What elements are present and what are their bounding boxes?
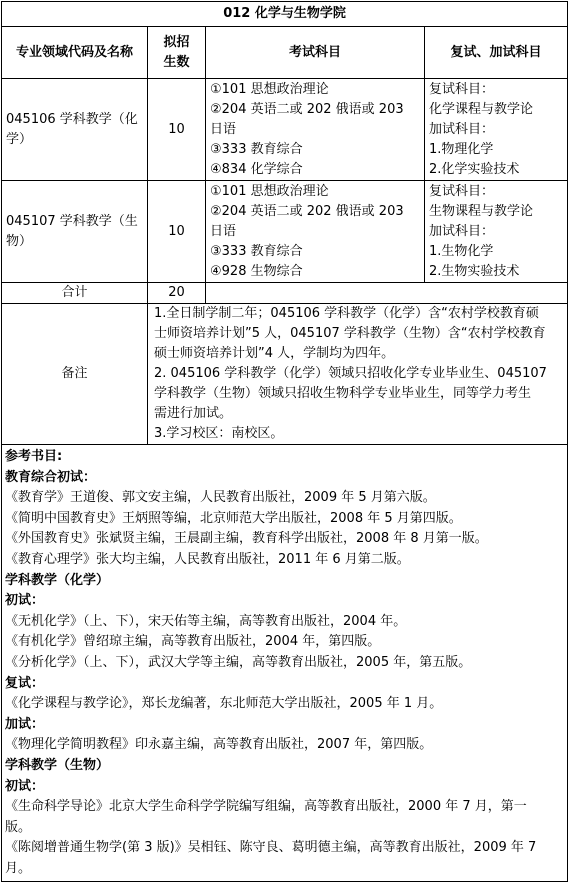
reference-heading: 加试： — [5, 716, 45, 732]
row-exam-subjects — [206, 79, 425, 181]
remark-line: 士师资培养计划”5 人，045107 学科教学（生物）含“农村学校教育 — [154, 326, 546, 341]
row-exam-subjects — [206, 181, 425, 283]
retest-line: 2.化学实验技术 — [429, 161, 520, 177]
exam-line: 日语 — [210, 223, 237, 239]
reference-heading: 学科教学（生物） — [5, 757, 110, 773]
references-list — [5, 447, 563, 879]
exam-line: ③333 教育综合 — [210, 243, 303, 259]
remark-line: 学科教学（生物）领域只招收生物科学专业毕业生，同等学力考生 — [154, 386, 532, 401]
retest-line: 生物课程与教学论 — [429, 203, 534, 219]
exam-line: 日语 — [210, 121, 237, 137]
reference-item: 《外国教育史》张斌贤主编，王晨副主编，教育科学出版社，2008 年 8 月第一版。 — [5, 531, 488, 547]
reference-heading: 初试： — [5, 593, 45, 609]
remarks-row — [2, 304, 568, 445]
reference-item: 《生命科学导论》北京大学生命科学学院编写组编，高等教育出版社，2000 年 7 月，第一 — [5, 799, 527, 815]
reference-item: 《简明中国教育史》王炳照等编，北京师范大学出版社，2008 年 5 月第四版。 — [5, 510, 462, 526]
retest-line: 复试科目： — [429, 81, 495, 97]
row-retest-subjects — [425, 181, 568, 283]
remark-line: 需进行加试。 — [154, 406, 233, 421]
header-quota-line2: 生数 — [163, 54, 190, 70]
reference-item: 《物理化学简明教程》印永嘉主编，高等教育出版社，2007 年，第四版。 — [5, 737, 433, 753]
row-code-name: 045107 学科教学（生物） — [2, 181, 148, 283]
retest-line: 2.生物实验技术 — [429, 263, 520, 279]
header-quota — [148, 27, 206, 79]
row-retest-subjects — [425, 79, 568, 181]
remark-line: 3.学习校区：南校区。 — [154, 426, 284, 441]
header-code-name: 专业领域代码及名称 — [2, 27, 148, 79]
reference-item: 《化学课程与教学论》，郑长龙编著，东北师范大学出版社，2005 年 1 月。 — [5, 696, 443, 712]
exam-line: ④928 生物综合 — [210, 263, 303, 279]
row-code-name: 045106 学科教学（化学） — [2, 79, 148, 181]
reference-item: 《教育心理学》张大均主编，人民教育出版社，2011 年 6 月第二版。 — [5, 551, 410, 567]
total-row — [2, 283, 568, 304]
admission-table — [1, 1, 568, 882]
reference-item: 《分析化学》（上、下），武汉大学等主编，高等教育出版社，2005 年，第五版。 — [5, 654, 472, 670]
exam-line: ③333 教育综合 — [210, 141, 303, 157]
reference-item: 《教育学》王道俊、郭文安主编，人民教育出版社，2009 年 5 月第六版。 — [5, 490, 436, 506]
reference-item: 版。 — [5, 819, 32, 835]
reference-item: 《无机化学》（上、下），宋天佑等主编，高等教育出版社，2004 年。 — [5, 613, 407, 629]
references-content — [2, 445, 568, 882]
reference-heading: 学科教学（化学） — [5, 572, 110, 588]
header-row — [2, 27, 568, 79]
row-quota: 10 — [148, 181, 206, 283]
retest-line: 1.物理化学 — [429, 141, 494, 157]
remark-line: 硕士师资培养计划”4 人，学制均为四年。 — [154, 346, 395, 361]
reference-heading: 参考书目: — [5, 449, 63, 464]
retest-line: 复试科目： — [429, 183, 495, 199]
retest-line: 加试科目： — [429, 121, 495, 137]
remark-line: 2. 045106 学科教学（化学）领域只招收化学专业毕业生、045107 — [154, 366, 547, 381]
header-exam: 考试科目 — [206, 27, 425, 79]
retest-line: 化学课程与教学论 — [429, 101, 534, 117]
remarks-content — [148, 304, 568, 445]
row-quota: 10 — [148, 79, 206, 181]
reference-heading: 教育综合初试： — [5, 469, 97, 485]
retest-line: 1.生物化学 — [429, 243, 494, 259]
header-quota-line1: 拟招 — [163, 34, 190, 50]
reference-item: 月。 — [5, 860, 32, 876]
exam-line: ④834 化学综合 — [210, 161, 303, 177]
total-value: 20 — [148, 283, 206, 304]
exam-line: ②204 英语二或 202 俄语或 203 — [210, 203, 404, 219]
total-label: 合计 — [2, 283, 148, 304]
references-row — [2, 445, 568, 882]
total-empty — [206, 283, 568, 304]
exam-line: ①101 思想政治理论 — [210, 81, 329, 97]
reference-heading: 初试： — [5, 778, 45, 794]
reference-heading: 复试： — [5, 675, 45, 691]
header-retest: 复试、加试科目 — [425, 27, 568, 79]
remarks-label: 备注 — [2, 304, 148, 445]
remark-line: 1.全日制学制二年；045106 学科教学（化学）含“农村学校教育硕 — [154, 306, 539, 321]
table-row-biology — [2, 181, 568, 283]
exam-line: ②204 英语二或 202 俄语或 203 — [210, 101, 404, 117]
title-row — [2, 2, 568, 27]
retest-line: 加试科目： — [429, 223, 495, 239]
page-title: 012 化学与生物学院 — [2, 2, 568, 27]
exam-line: ①101 思想政治理论 — [210, 183, 329, 199]
table-row-chemistry — [2, 79, 568, 181]
reference-item: 《陈阅增普通生物学(第 3 版)》吴相钰、陈守良、葛明德主编，高等教育出版社，2009 年 7 — [5, 840, 537, 856]
reference-item: 《有机化学》曾绍琼主编，高等教育出版社，2004 年，第四版。 — [5, 634, 381, 650]
